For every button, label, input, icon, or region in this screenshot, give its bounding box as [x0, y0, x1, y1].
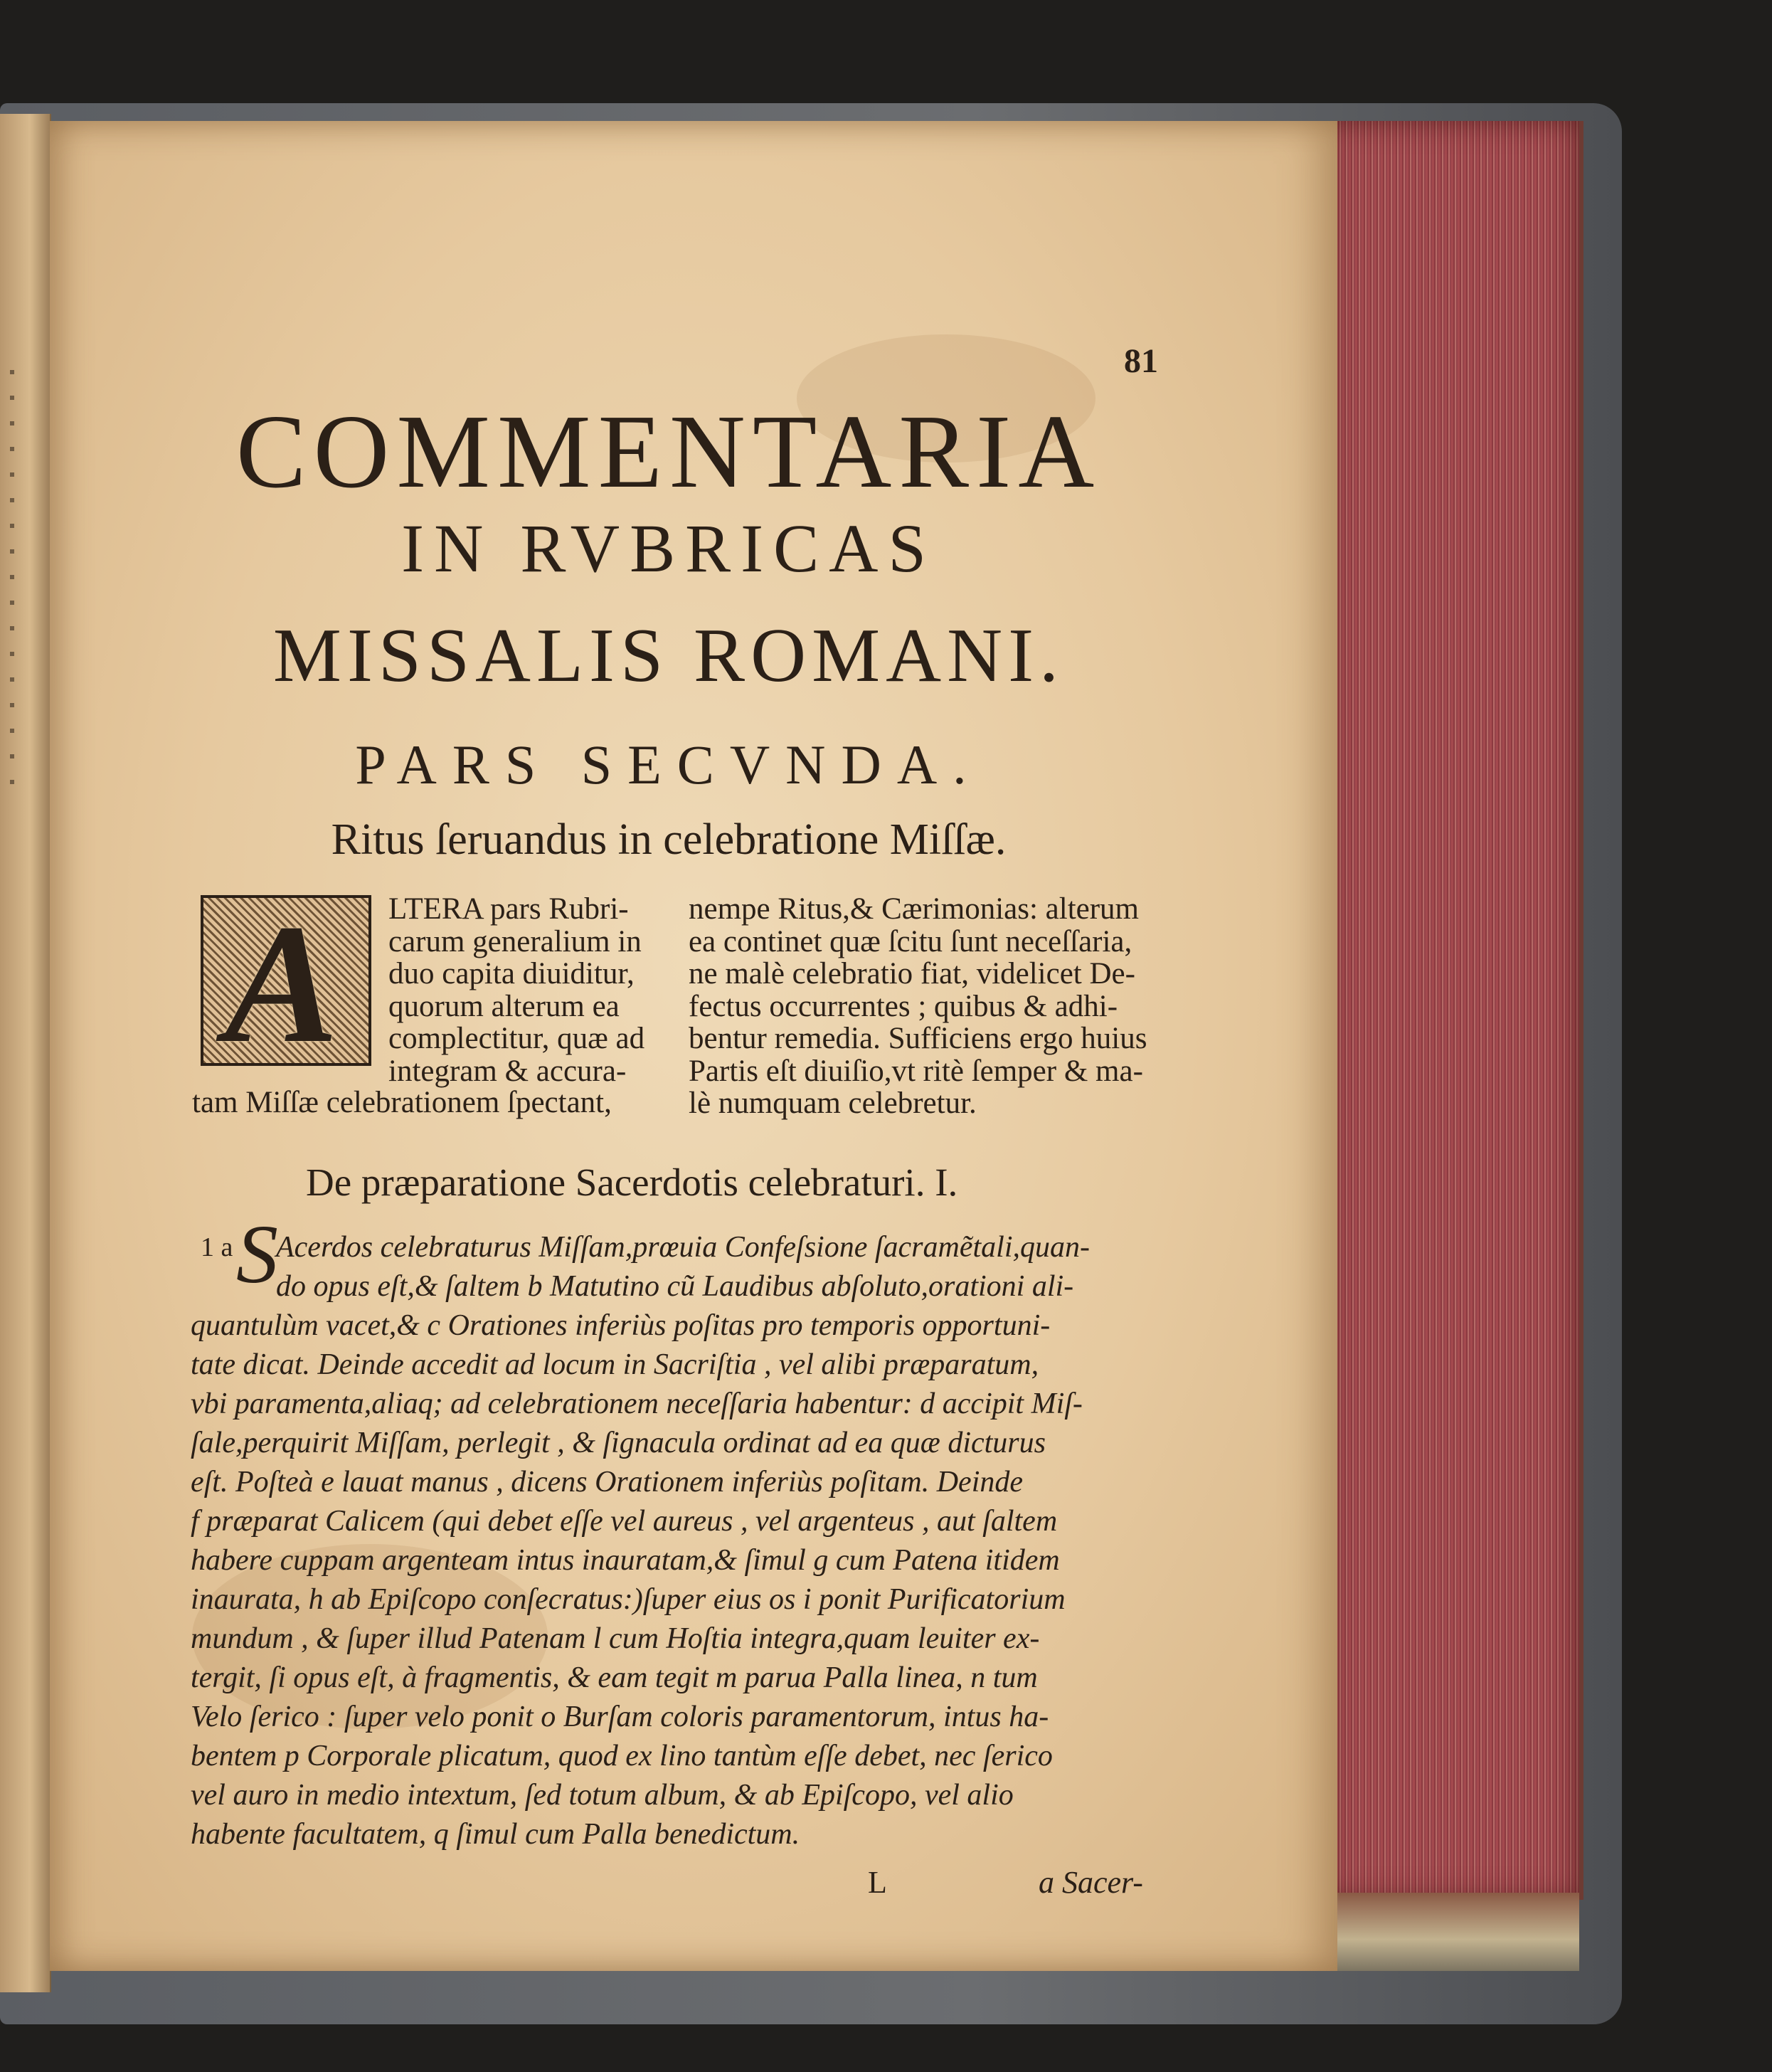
intro-left-last-line: tam Miſſæ celebrationem ſpectant,	[192, 1086, 612, 1119]
title-line-1: COMMENTARIA	[235, 393, 1102, 510]
rubric-drop-letter: S	[236, 1207, 278, 1301]
rubric-line: tergit, ſi opus eſt, à fragmentis, & eam tegit m parua Palla linea, n tum	[191, 1661, 1038, 1694]
rubric-line: tate dicat. Deinde accedit ad locum in Sacriſtia , vel alibi præparatum,	[191, 1348, 1039, 1381]
book-page	[50, 121, 1337, 1971]
part-subtitle: Ritus ſeruandus in celebratione Miſſæ.	[331, 815, 1007, 864]
rubric-line: f præparat Calicem (qui debet eſſe vel aureus , vel argenteus , aut ſaltem	[191, 1505, 1058, 1538]
rubric-line: vel auro in medio intextum, ſed totum album, & ab Epiſcopo, vel alio	[191, 1779, 1014, 1812]
rubric-number: 1 a	[201, 1232, 233, 1262]
rubric-line: do opus eſt,& ſaltem b Matutino cũ Laudibus abſoluto,orationi ali-	[276, 1270, 1074, 1303]
rubric-line: mundum , & ſuper illud Patenam l cum Hoſtia integra,quam leuiter ex-	[191, 1622, 1040, 1655]
text-line: nempe Ritus,& Cærimonias: alterum	[689, 892, 1139, 926]
text-line: LTERA pars Rubri-	[388, 892, 629, 926]
catchword: a Sacer-	[1039, 1865, 1143, 1900]
intro-right-column	[689, 893, 1147, 1120]
decorated-initial-letter: A	[225, 889, 339, 1078]
text-line: quorum alterum ea	[388, 989, 620, 1023]
text-line: complectitur, quæ ad	[388, 1022, 645, 1055]
left-page-text-fragments	[10, 370, 14, 797]
signature-mark: L	[868, 1865, 887, 1900]
intro-left-column	[388, 893, 644, 1087]
rubric-line: vbi paramenta,aliaq; ad celebrationem neceſſaria habentur: d accipit Miſ-	[191, 1388, 1083, 1420]
title-line-3: MISSALIS ROMANI.	[272, 613, 1065, 698]
left-page-edge	[0, 114, 51, 1992]
text-line: Partis eſt diuiſio,vt ritè ſemper & ma-	[689, 1054, 1143, 1088]
rubric-line: eſt. Poſteà e lauat manus , dicens Orationem inferiùs poſitam. Deinde	[191, 1466, 1024, 1498]
text-line: fectus occurrentes ; quibus & adhi-	[689, 989, 1118, 1023]
rubric-line: habere cuppam argenteam intus inauratam,& ſimul g cum Patena itidem	[191, 1544, 1060, 1577]
rubric-line: Acerdos celebraturus Miſſam,prœuia Confeſsione ſacramẽtali,quan-	[276, 1231, 1090, 1264]
text-line: duo capita diuiditur,	[388, 957, 635, 990]
rubric-line: bentem p Corporale plicatum, quod ex lino tantùm eſſe debet, nec ſerico	[191, 1740, 1053, 1772]
text-line: integram & accura-	[388, 1054, 627, 1088]
text-line: ne malè celebratio fiat, videlicet De-	[689, 957, 1135, 990]
text-line: carum generalium in	[388, 924, 642, 958]
section-heading: De præparatione Sacerdotis celebraturi. I.	[306, 1161, 958, 1204]
page-number: 81	[1124, 342, 1158, 380]
text-line: ea continet quæ ſcitu ſunt neceſſaria,	[689, 924, 1132, 958]
rubric-line: quantulùm vacet,& c Orationes inferiùs poſitas pro temporis opportuni-	[191, 1309, 1051, 1342]
rubric-line: habente facultatem, q ſimul cum Palla benedictum.	[191, 1818, 800, 1851]
decorated-initial	[201, 889, 371, 1078]
title-line-2: IN RVBRICAS	[401, 510, 936, 586]
part-heading: PARS SECVNDA.	[355, 734, 982, 796]
text-line: bentur remedia. Sufficiens ergo huius	[689, 1022, 1147, 1055]
page-block-bottom	[1323, 1893, 1579, 1971]
text-line: lè numquam celebretur.	[689, 1087, 977, 1120]
rubric-line: Velo ſerico : ſuper velo ponit o Burſam coloris paramentorum, intus ha-	[191, 1701, 1049, 1733]
page-block-red-edges	[1323, 121, 1583, 1900]
rubric-line: ſale,perquirit Miſſam, perlegit , & ſignacula ordinat ad ea quæ dicturus	[191, 1427, 1046, 1459]
rubric-line: inaurata, h ab Epiſcopo conſecratus:)ſuper eius os i ponit Purificatorium	[191, 1583, 1066, 1616]
